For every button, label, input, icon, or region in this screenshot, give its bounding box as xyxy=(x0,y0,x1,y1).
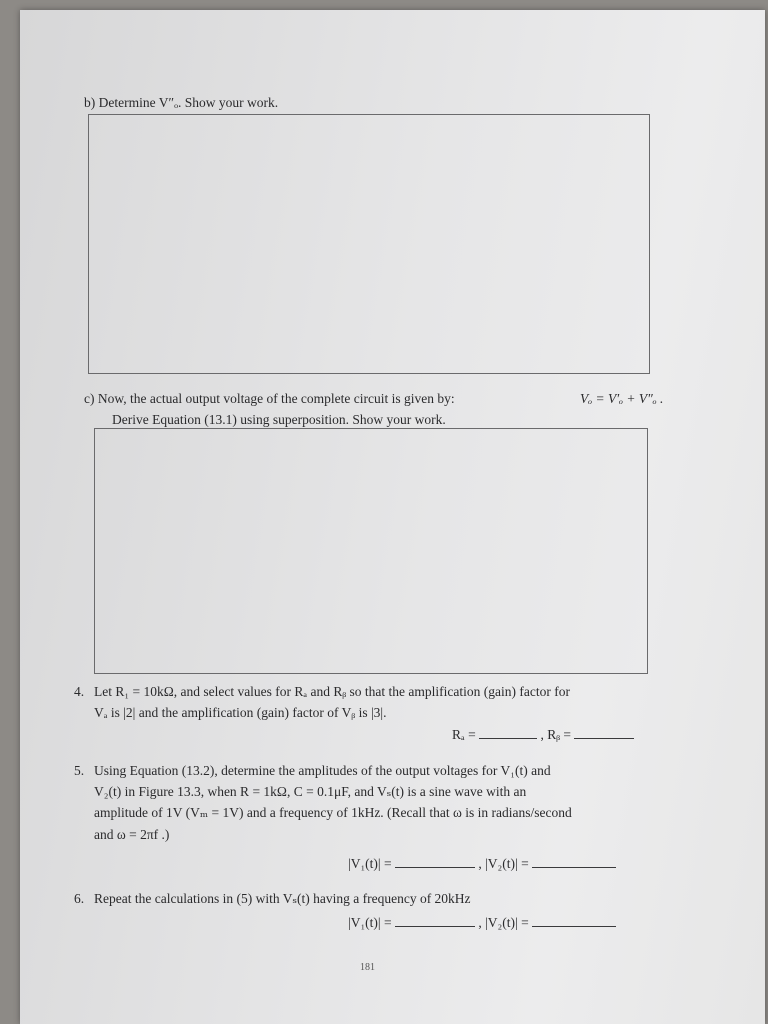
part-b-work-box[interactable] xyxy=(88,114,650,374)
part-c-prompt-line2: Derive Equation (13.1) using superposition. Show your work. xyxy=(112,412,446,427)
part-c-work-box[interactable] xyxy=(94,428,648,674)
q4-line2: Vₐ is |2| and the amplification (gain) factor of Vᵦ is |3|. xyxy=(94,705,387,720)
q6-v1-label: |V₁(t)| = xyxy=(348,915,392,930)
q5-v2-blank[interactable] xyxy=(532,855,616,868)
q5-number: 5. xyxy=(74,763,85,778)
q4-rb-blank[interactable] xyxy=(574,726,634,739)
q5-v2-label: , |V₂(t)| = xyxy=(478,856,529,871)
page-number: 181 xyxy=(360,962,375,973)
q6-v2-label: , |V₂(t)| = xyxy=(478,915,529,930)
q5-v1-blank[interactable] xyxy=(395,855,475,868)
q6-v2-blank[interactable] xyxy=(532,914,616,927)
q6-answer-row xyxy=(348,914,616,932)
part-c-prompt-line1: c) Now, the actual output voltage of the complete circuit is given by: xyxy=(84,391,455,406)
q5-line1: Using Equation (13.2), determine the amplitudes of the output voltages for V₁(t) and xyxy=(94,763,551,778)
q6-v1-blank[interactable] xyxy=(395,914,475,927)
q4-ra-blank[interactable] xyxy=(479,726,537,739)
q4-ra-label: Rₐ = xyxy=(452,727,476,742)
part-b-prompt: b) Determine V″ₒ. Show your work. xyxy=(84,95,279,110)
q6-number: 6. xyxy=(74,891,85,906)
part-c-equation: Vₒ = V′ₒ + V″ₒ . xyxy=(580,391,664,406)
q4-line1: Let R₁ = 10kΩ, and select values for Rₐ and Rᵦ so that the amplification (gain) factor for xyxy=(94,684,570,699)
q6-line1: Repeat the calculations in (5) with Vₛ(t) having a frequency of 20kHz xyxy=(94,891,471,906)
q5-line2: V₂(t) in Figure 13.3, when R = 1kΩ, C = 0.1μF, and Vₛ(t) is a sine wave with an xyxy=(94,784,527,799)
worksheet-page xyxy=(20,10,765,1024)
q5-line3: amplitude of 1V (Vₘ = 1V) and a frequency of 1kHz. (Recall that ω is in radians/second xyxy=(94,805,572,820)
q4-answer-row xyxy=(452,726,634,744)
q5-v1-label: |V₁(t)| = xyxy=(348,856,392,871)
q4-rb-label: , Rᵦ = xyxy=(540,727,571,742)
q4-number: 4. xyxy=(74,684,85,699)
q5-answer-row xyxy=(348,855,616,873)
q5-line4: and ω = 2πf .) xyxy=(94,827,170,842)
